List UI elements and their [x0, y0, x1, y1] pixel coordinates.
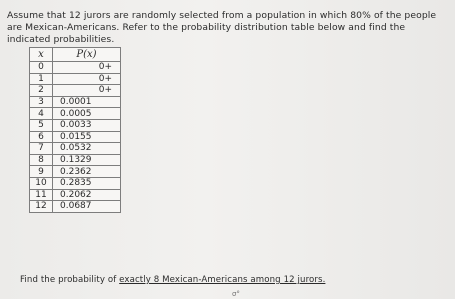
probability-cell: 0.0532: [53, 143, 121, 155]
question-text: [20, 275, 325, 285]
probability-cell: 0.2362: [53, 166, 121, 178]
x-value-cell: 12: [30, 201, 53, 213]
probability-cell: 0.0687: [53, 201, 121, 213]
question-prefix: Find the probability of: [20, 275, 120, 285]
table-row: [30, 166, 121, 178]
problem-statement: Assume that 12 jurors are randomly selected from a population in which 80% of the people are Mexican-Americans. Refer to the probability distribution table below and find the indicated probabilities.: [7, 10, 437, 46]
probability-distribution-table: [29, 47, 121, 213]
table-row: [30, 62, 121, 74]
question-highlight: exactly 8 Mexican-Americans among 12 jurors.: [119, 275, 326, 285]
probability-cell: 0.0001: [53, 96, 121, 108]
table-row: [30, 177, 121, 189]
x-value-cell: 2: [30, 85, 53, 97]
x-value-cell: 7: [30, 143, 53, 155]
probability-cell: 0+: [53, 85, 121, 97]
probability-cell: 0+: [53, 62, 121, 74]
table-row: [30, 201, 121, 213]
table-row: [30, 108, 121, 120]
probability-cell: 0.0005: [53, 108, 121, 120]
x-value-cell: 11: [30, 189, 53, 201]
table-row: [30, 189, 121, 201]
table-row: [30, 85, 121, 97]
probability-cell: 0.2835: [53, 177, 121, 189]
probability-cell: 0.2062: [53, 189, 121, 201]
partial-answer-glyph: σ°: [232, 290, 240, 298]
x-value-cell: 4: [30, 108, 53, 120]
table-body: [30, 62, 121, 213]
probability-cell: 0.1329: [53, 154, 121, 166]
x-value-cell: 1: [30, 73, 53, 85]
x-value-cell: 10: [30, 177, 53, 189]
probability-cell: 0.0155: [53, 131, 121, 143]
table-row: [30, 119, 121, 131]
probability-cell: 0+: [53, 73, 121, 85]
probability-cell: 0.0033: [53, 119, 121, 131]
column-header-x: x: [30, 48, 53, 62]
table-row: [30, 131, 121, 143]
x-value-cell: 6: [30, 131, 53, 143]
column-header-px: P(x): [53, 48, 121, 62]
x-value-cell: 8: [30, 154, 53, 166]
table-header-row: [30, 48, 121, 62]
table-row: [30, 96, 121, 108]
table-row: [30, 73, 121, 85]
table-row: [30, 154, 121, 166]
x-value-cell: 9: [30, 166, 53, 178]
x-value-cell: 5: [30, 119, 53, 131]
x-value-cell: 3: [30, 96, 53, 108]
x-value-cell: 0: [30, 62, 53, 74]
table-row: [30, 143, 121, 155]
